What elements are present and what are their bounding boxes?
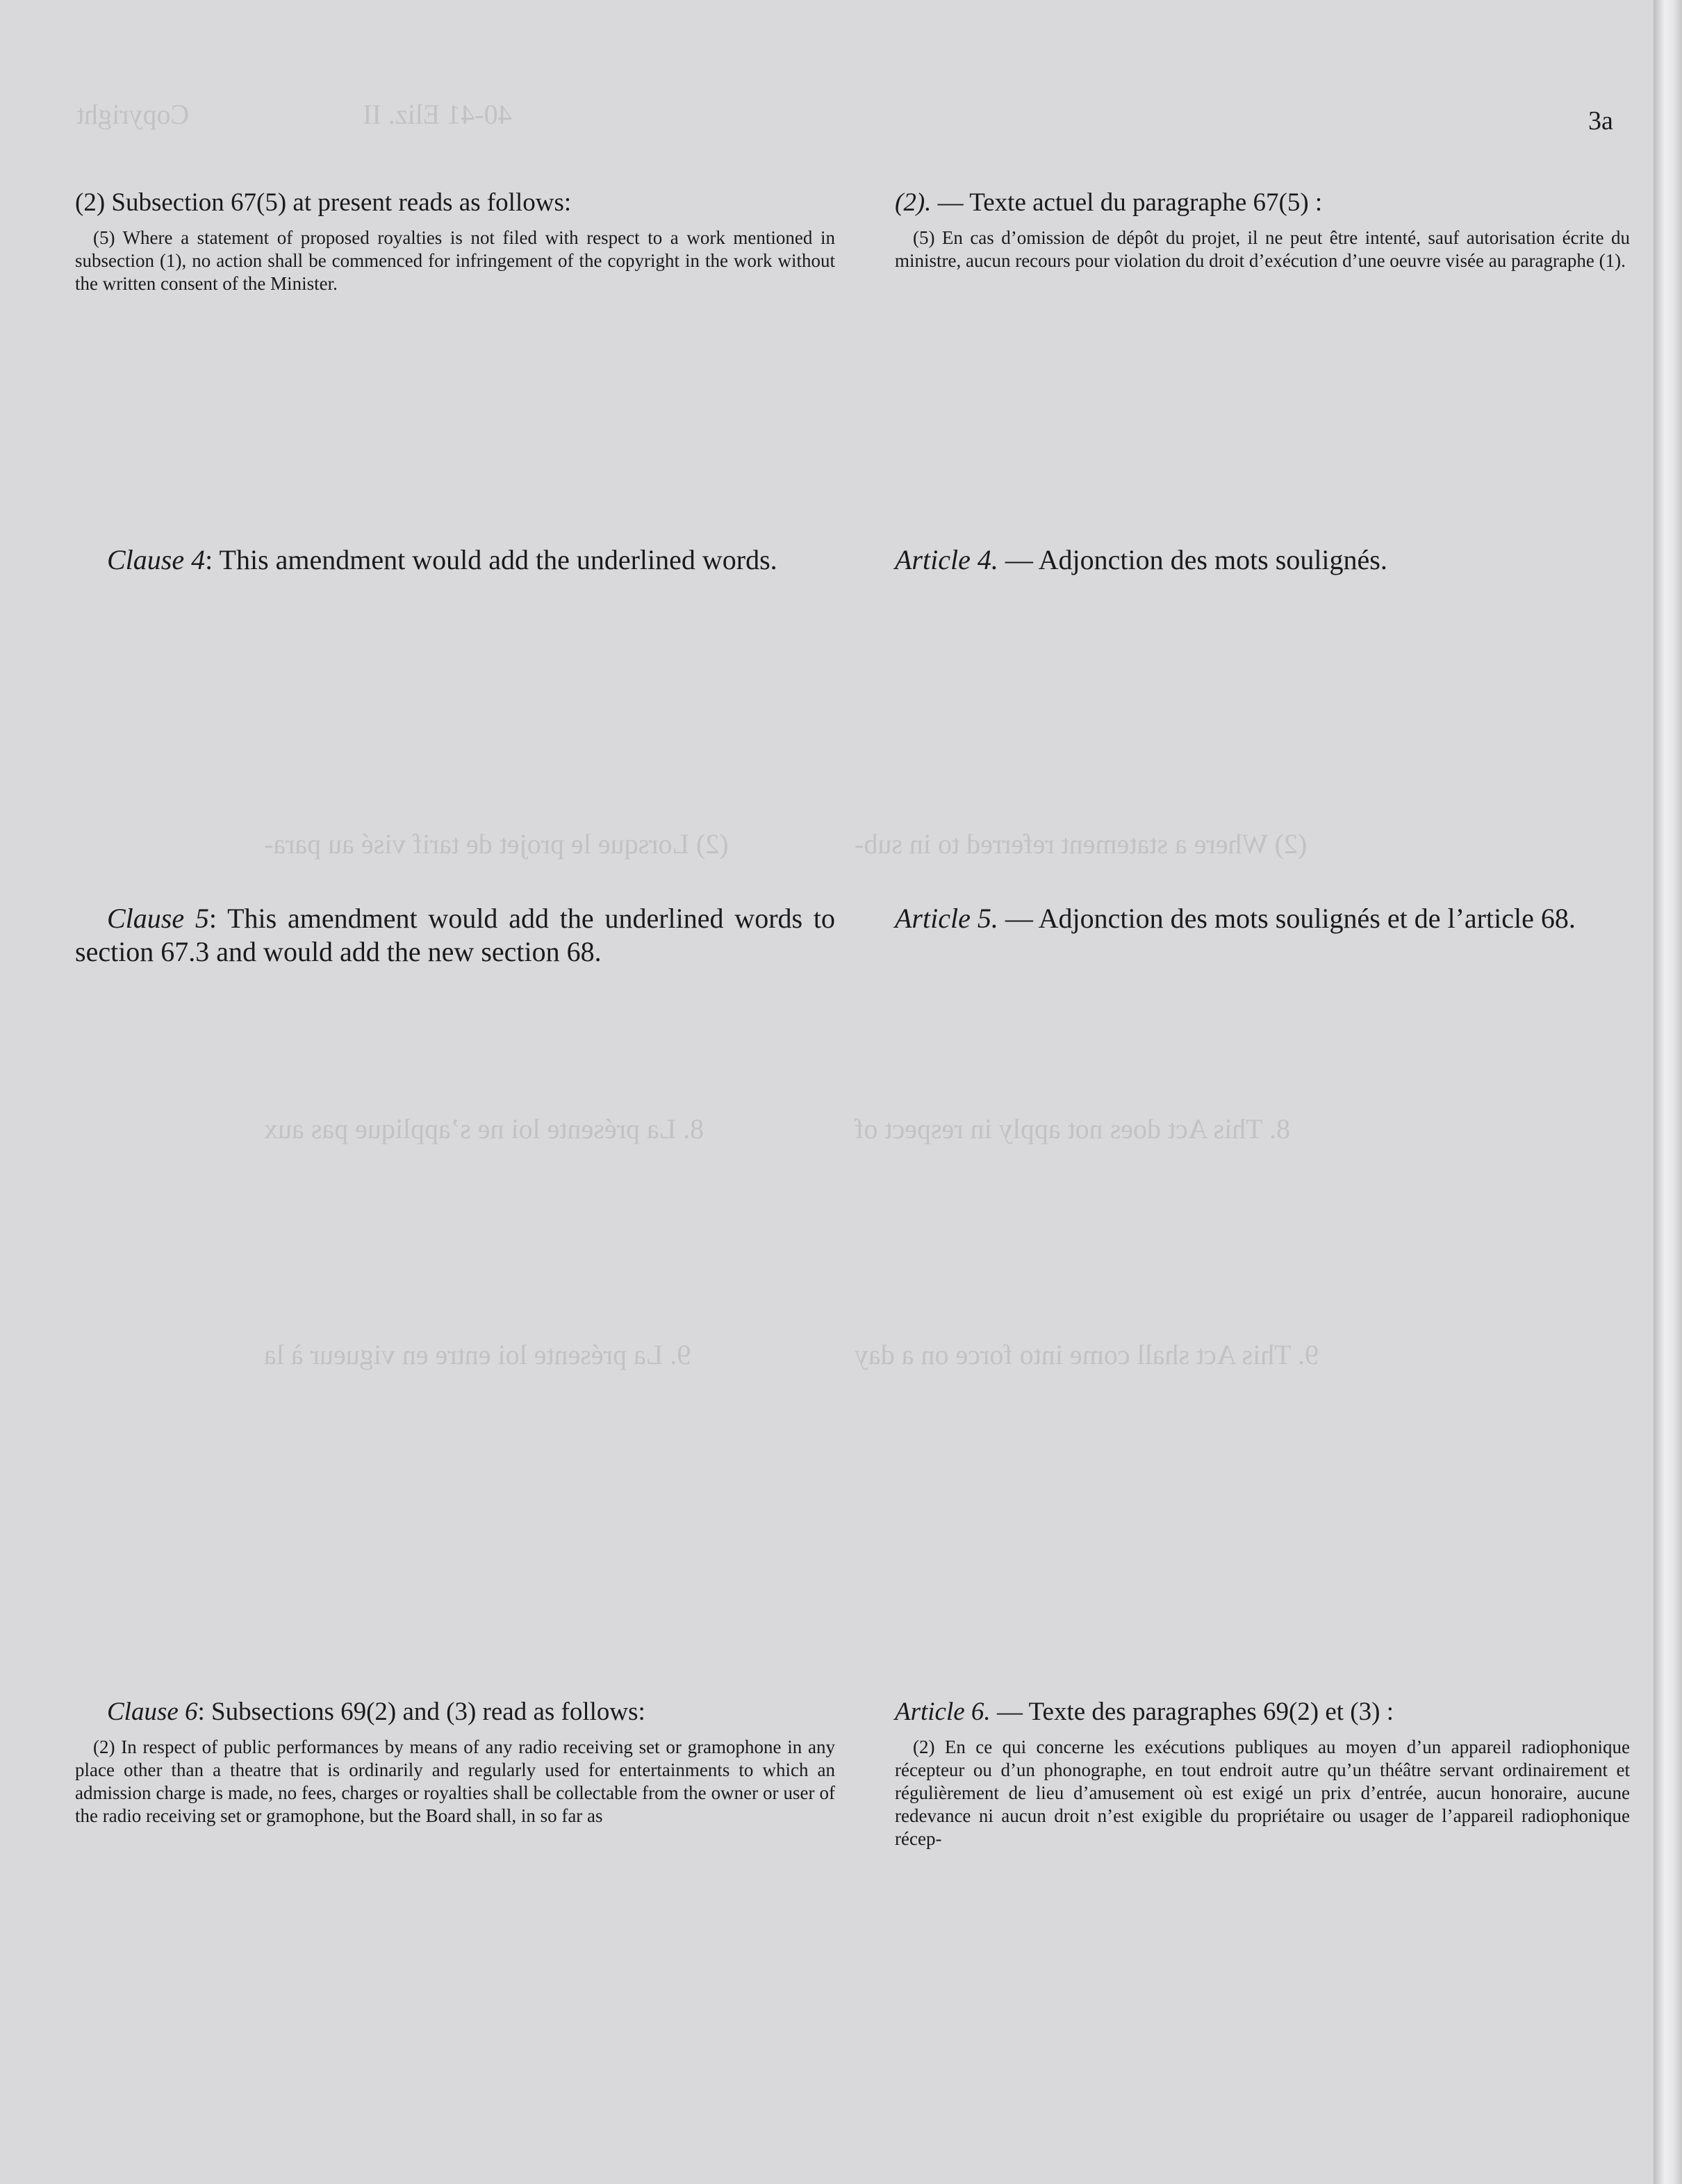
clause-label: Article 4.	[895, 544, 998, 575]
clause-text: : This amendment would add the underlined words to section 67.3 and would add the new section 68.	[75, 903, 835, 967]
clause-text: — Texte des paragraphes 69(2) et (3) :	[990, 1698, 1394, 1726]
section-heading-text: — Texte actuel du paragraphe 67(5) :	[931, 188, 1323, 217]
block-subsection-67-5-fr	[895, 186, 1630, 272]
clause-note	[75, 902, 835, 969]
block-clause-6-fr	[895, 1696, 1630, 1850]
clause-label: Article 5.	[895, 903, 998, 934]
clause-text: : This amendment would add the underlined words.	[205, 544, 777, 575]
clause-label: Clause 5	[107, 903, 209, 934]
block-clause-6-en	[75, 1696, 835, 1828]
quoted-provision: (5) En cas d’omission de dépôt du projet, il ne peut être intenté, sauf autorisation écrite du ministre, aucun recours pour violation du droit d’exécution d’une oeuvre visée au paragraphe (1).	[895, 227, 1630, 271]
block-clause-4-en	[75, 543, 835, 577]
section-heading: (2) Subsection 67(5) at present reads as follows:	[75, 188, 572, 217]
clause-label: Article 6.	[895, 1698, 991, 1726]
section-heading	[895, 186, 1630, 220]
clause-text: : Subsections 69(2) and (3) read as follows:	[197, 1698, 645, 1726]
block-clause-5-en	[75, 902, 835, 969]
quoted-provision: (5) Where a statement of proposed royalties is not filed with respect to a work mentioned in subsection (1), no action shall be commenced for infringement of the copyright in the work without the written consent of the Minister.	[75, 227, 835, 294]
bleed-through-text: 40-41 Eliz. II Copyright	[76, 99, 512, 130]
clause-heading	[75, 1696, 835, 1729]
bleed-through-text: (2) Lorsque le projet de tarif visé au para-	[264, 828, 729, 860]
bleed-through-text: 8. This Act does not apply in respect of	[855, 1113, 1290, 1144]
block-subsection-67-5-en	[75, 186, 835, 295]
clause-note	[895, 902, 1630, 935]
bleed-through-text: 9. This Act shall come into force on a day	[855, 1339, 1319, 1370]
clause-text: — Adjonction des mots soulignés et de l’article 68.	[998, 903, 1576, 934]
block-clause-4-fr	[895, 543, 1630, 577]
clause-text: — Adjonction des mots soulignés.	[998, 544, 1387, 575]
bleed-through-text: 8. La présente loi ne s’applique pas aux	[264, 1113, 704, 1144]
page-edge	[1654, 0, 1682, 2184]
clause-heading	[895, 1696, 1630, 1729]
section-heading-label: (2).	[895, 188, 932, 217]
block-clause-5-fr	[895, 902, 1630, 935]
clause-note	[895, 543, 1630, 577]
clause-note	[75, 543, 835, 577]
quoted-provision: (2) En ce qui concerne les exécutions publiques au moyen d’un appareil radiophonique récepteur ou d’un phonographe, en tout endroit autre qu’un théâtre servant ordinairement et régulièrement de lieu d’amusement où est exigé un prix d’entrée, aucun honoraire, aucune redevance ni aucun droit n’est exigible du propriétaire ou usager de l’appareil radiophonique récep-	[895, 1736, 1630, 1849]
clause-label: Clause 4	[107, 544, 206, 575]
clause-label: Clause 6	[107, 1698, 198, 1726]
bleed-through-text: (2) Where a statement referred to in sub-	[855, 828, 1308, 860]
quoted-provision: (2) In respect of public performances by means of any radio receiving set or gramophone in any place other than a theatre that is ordinarily and regularly used for entertainments to which an admission charge is made, no fees, charges or royalties shall be collectable from the owner or user of the radio receiving set or gramophone, but the Board shall, in so far as	[75, 1736, 835, 1826]
bleed-through-text: 9. La présente loi entre en vigueur à la	[264, 1339, 691, 1370]
page-number: 3a	[1588, 106, 1613, 136]
